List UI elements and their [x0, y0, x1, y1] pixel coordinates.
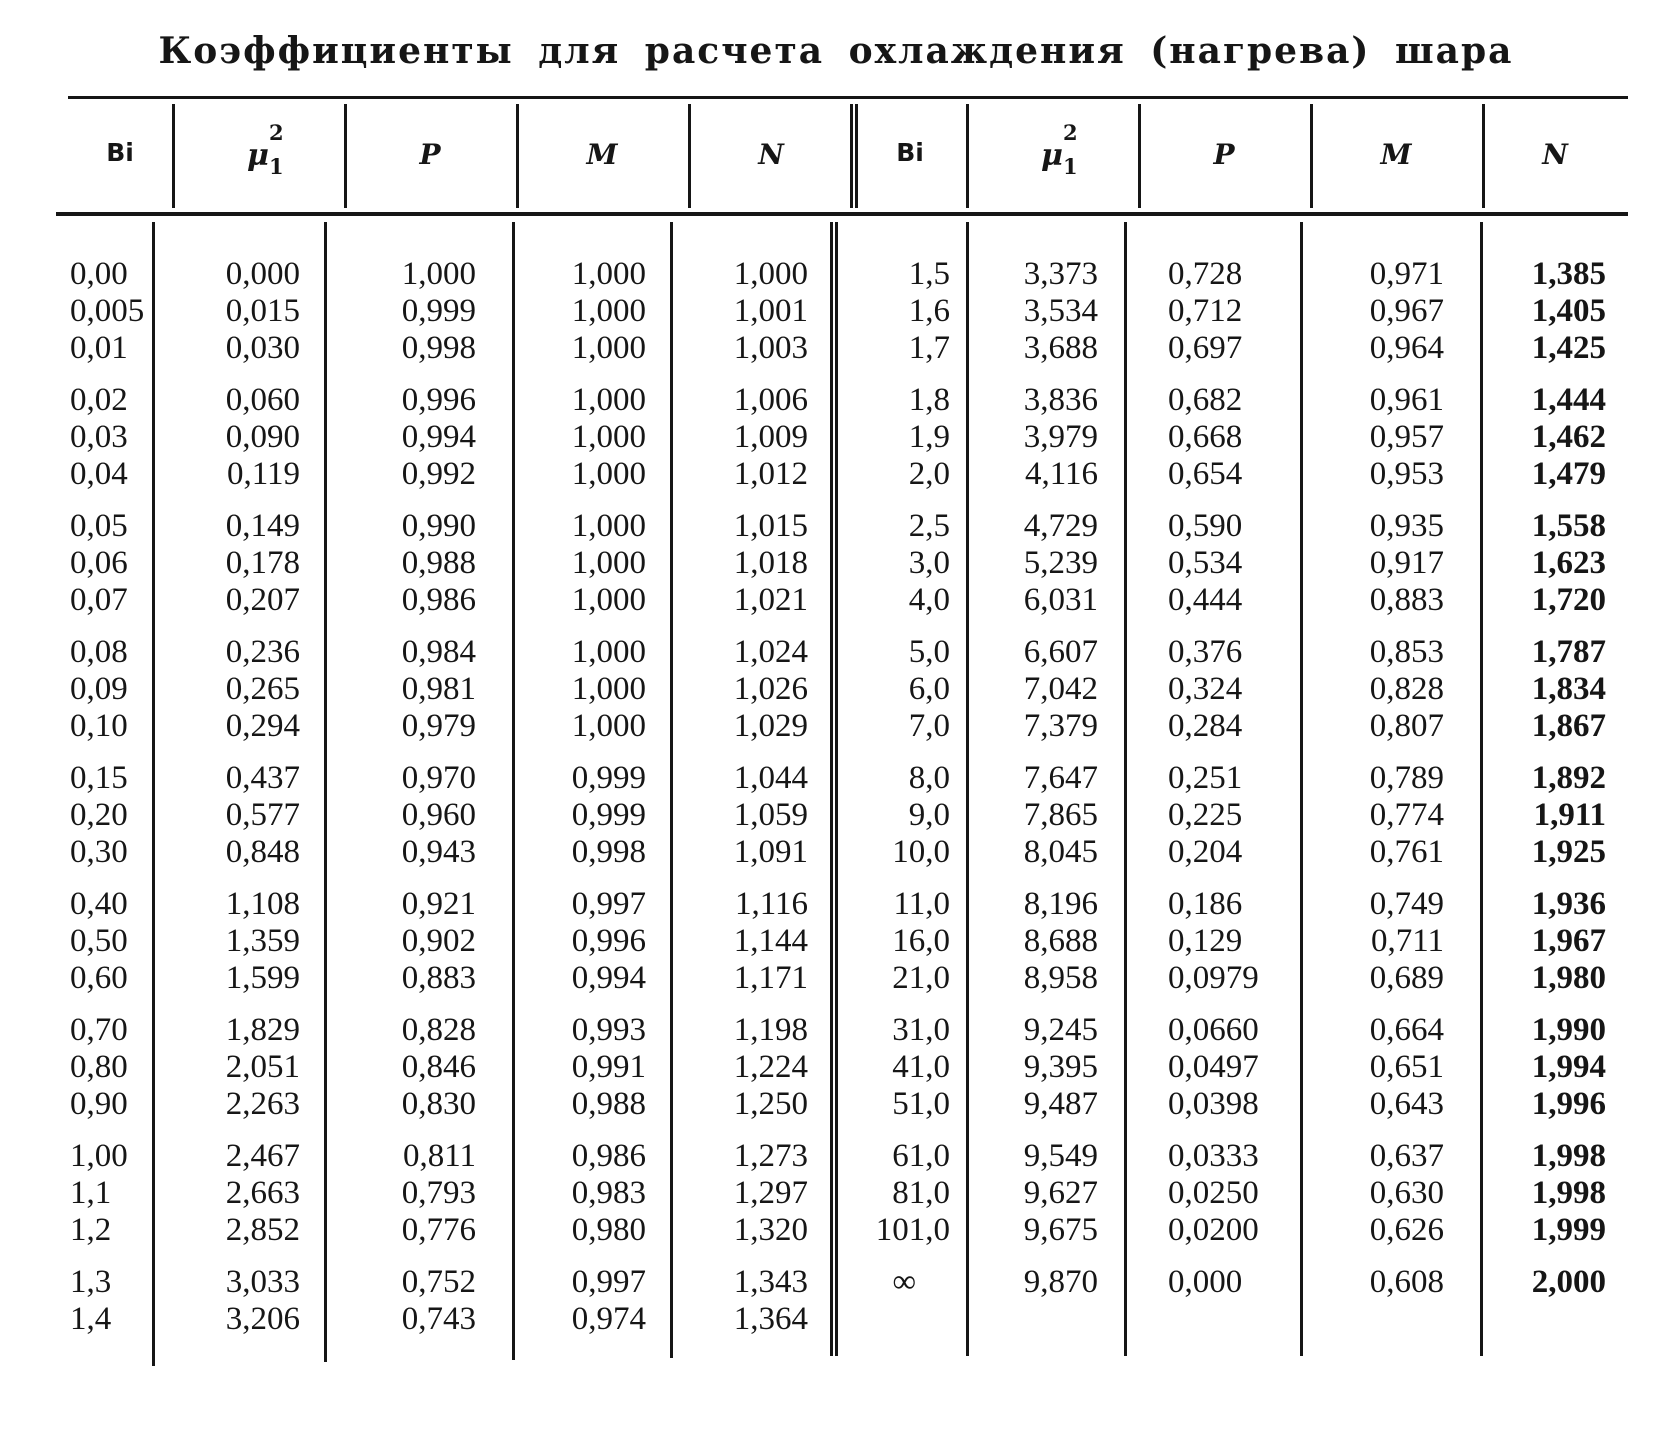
- table-cell-right-bi: 1,8: [908, 382, 950, 418]
- table-cell-right-n: 2,000: [1531, 1264, 1606, 1300]
- table-cell-left-mu2: 0,178: [225, 545, 300, 581]
- table-cell-right-bi: 5,0: [908, 634, 950, 670]
- table-cell-left-mu2: 0,577: [225, 797, 300, 833]
- table-cell-left-p: 0,793: [401, 1175, 476, 1211]
- table-cell-left-p: 0,902: [401, 923, 476, 959]
- table-cell-left-n: 1,029: [733, 708, 808, 744]
- table-cell-left-mu2: 3,033: [225, 1264, 300, 1300]
- table-cell-right-p: 0,0250: [1168, 1175, 1259, 1211]
- table-cell-left-m: 0,983: [571, 1175, 646, 1211]
- table-cell-right-bi: 31,0: [892, 1012, 950, 1048]
- table-cell-left-n: 1,006: [733, 382, 808, 418]
- table-cell-right-n: 1,925: [1531, 834, 1606, 870]
- table-cell-right-m: 0,774: [1369, 797, 1444, 833]
- table-cell-right-mu2: 9,627: [1023, 1175, 1098, 1211]
- table-cell-left-m: 1,000: [571, 582, 646, 618]
- table-cell-right-p: 0,444: [1168, 582, 1243, 618]
- table-cell-right-p: 0,0497: [1168, 1049, 1259, 1085]
- table-cell-right-bi: 7,0: [908, 708, 950, 744]
- table-cell-right-n: 1,998: [1531, 1138, 1606, 1174]
- table-cell-left-mu2: 0,437: [225, 760, 300, 796]
- table-cell-left-p: 0,828: [401, 1012, 476, 1048]
- table-cell-left-mu2: 0,119: [226, 456, 300, 492]
- table-cell-left-m: 0,999: [571, 797, 646, 833]
- table-cell-left-m: 0,986: [571, 1138, 646, 1174]
- table-cell-left-mu2: 1,108: [225, 886, 300, 922]
- table-cell-right-m: 0,971: [1369, 256, 1444, 292]
- table-cell-left-n: 1,364: [733, 1301, 808, 1337]
- table-cell-right-m: 0,643: [1369, 1086, 1444, 1122]
- header-p-left: P: [419, 138, 441, 171]
- table-cell-left-mu2: 2,467: [225, 1138, 300, 1174]
- table-cell-right-m: 0,664: [1369, 1012, 1444, 1048]
- table-cell-right-bi: 9,0: [908, 797, 950, 833]
- table-cell-left-mu2: 0,265: [225, 671, 300, 707]
- table-cell-right-m: 0,853: [1369, 634, 1444, 670]
- table-cell-left-mu2: 1,599: [225, 960, 300, 996]
- table-cell-left-m: 0,997: [571, 886, 646, 922]
- table-cell-right-bi: 61,0: [892, 1138, 950, 1174]
- table-cell-left-mu2: 0,149: [225, 508, 300, 544]
- table-cell-right-bi: 16,0: [892, 923, 950, 959]
- header-n-left: N: [758, 138, 784, 171]
- header-bi-right: Bi: [896, 138, 924, 167]
- table-cell-left-n: 1,144: [733, 923, 808, 959]
- table-cell-left-n: 1,091: [733, 834, 808, 870]
- table-cell-right-m: 0,789: [1369, 760, 1444, 796]
- table-cell-right-m: 0,807: [1369, 708, 1444, 744]
- header-n-right: N: [1542, 138, 1568, 171]
- table-cell-right-p: 0,0200: [1168, 1212, 1259, 1248]
- table-cell-left-n: 1,224: [733, 1049, 808, 1085]
- table-cell-right-m: 0,689: [1369, 960, 1444, 996]
- table-cell-right-m: 0,711: [1370, 923, 1444, 959]
- table-cell-left-m: 0,997: [571, 1264, 646, 1300]
- table-cell-right-n: 1,558: [1531, 508, 1606, 544]
- table-cell-right-n: 1,996: [1531, 1086, 1606, 1122]
- table-cell-right-mu2: 6,031: [1023, 582, 1098, 618]
- table-cell-left-m: 0,999: [571, 760, 646, 796]
- table-cell-right-m: 0,608: [1369, 1264, 1444, 1300]
- table-cell-left-n: 1,116: [734, 886, 808, 922]
- table-cell-right-mu2: 9,487: [1023, 1086, 1098, 1122]
- table-cell-left-n: 1,003: [733, 330, 808, 366]
- table-cell-right-p: 0,225: [1168, 797, 1243, 833]
- table-cell-right-p: 0,129: [1168, 923, 1243, 959]
- table-cell-right-bi: 3,0: [908, 545, 950, 581]
- top-rule: [68, 96, 1628, 99]
- table-cell-right-bi: 11,0: [893, 886, 950, 922]
- table-cell-right-p: 0,0333: [1168, 1138, 1259, 1174]
- table-cell-right-m: 0,749: [1369, 886, 1444, 922]
- table-cell-left-bi: 0,09: [70, 671, 128, 707]
- table-cell-right-bi: 6,0: [908, 671, 950, 707]
- table-cell-left-p: 0,998: [401, 330, 476, 366]
- table-cell-left-p: 0,984: [401, 634, 476, 670]
- table-cell-right-bi: 2,5: [908, 508, 950, 544]
- table-cell-right-m: 0,953: [1369, 456, 1444, 492]
- table-cell-right-p: 0,728: [1168, 256, 1243, 292]
- table-cell-left-p: 0,992: [401, 456, 476, 492]
- table-cell-right-n: 1,980: [1531, 960, 1606, 996]
- table-cell-left-n: 1,044: [733, 760, 808, 796]
- table-cell-left-m: 1,000: [571, 456, 646, 492]
- table-cell-right-p: 0,251: [1168, 760, 1243, 796]
- table-cell-left-p: 0,960: [401, 797, 476, 833]
- table-cell-right-p: 0,654: [1168, 456, 1243, 492]
- table-cell-left-p: 0,943: [401, 834, 476, 870]
- table-cell-right-n: 1,405: [1531, 293, 1606, 329]
- table-cell-left-n: 1,297: [733, 1175, 808, 1211]
- table-cell-left-mu2: 1,359: [225, 923, 300, 959]
- table-cell-right-p: 0,682: [1168, 382, 1243, 418]
- table-cell-left-p: 0,846: [401, 1049, 476, 1085]
- table-cell-right-p: 0,668: [1168, 419, 1243, 455]
- table-cell-right-m: 0,828: [1369, 671, 1444, 707]
- table-cell-right-mu2: 5,239: [1023, 545, 1098, 581]
- table-cell-left-bi: 1,00: [70, 1138, 128, 1174]
- table-cell-right-bi: 4,0: [908, 582, 950, 618]
- header-m-right: M: [1380, 138, 1412, 171]
- table-cell-right-mu2: 3,373: [1023, 256, 1098, 292]
- table-cell-right-mu2: 3,979: [1023, 419, 1098, 455]
- table-cell-left-bi: 0,30: [70, 834, 128, 870]
- table-cell-right-n: 1,462: [1531, 419, 1606, 455]
- table-cell-right-m: 0,917: [1369, 545, 1444, 581]
- table-cell-right-mu2: 8,045: [1023, 834, 1098, 870]
- table-cell-left-m: 1,000: [571, 419, 646, 455]
- table-cell-right-bi: 101,0: [875, 1212, 950, 1248]
- table-cell-left-m: 0,980: [571, 1212, 646, 1248]
- table-cell-right-mu2: 4,729: [1023, 508, 1098, 544]
- table-cell-right-n: 1,998: [1531, 1175, 1606, 1211]
- table-cell-right-p: 0,590: [1168, 508, 1243, 544]
- table-cell-right-p: 0,204: [1168, 834, 1243, 870]
- table-cell-right-p: 0,534: [1168, 545, 1243, 581]
- table-cell-right-mu2: 9,870: [1023, 1264, 1098, 1300]
- table-cell-left-m: 1,000: [571, 634, 646, 670]
- table-cell-right-p: 0,0398: [1168, 1086, 1259, 1122]
- table-cell-left-bi: 0,00: [70, 256, 128, 292]
- table-cell-right-mu2: 7,865: [1023, 797, 1098, 833]
- table-cell-right-n: 1,892: [1531, 760, 1606, 796]
- table-cell-right-p: 0,0979: [1168, 960, 1259, 996]
- table-cell-left-n: 1,198: [733, 1012, 808, 1048]
- header-bi-left: Bi: [106, 138, 134, 167]
- table-cell-left-mu2: 0,207: [225, 582, 300, 618]
- table-cell-left-n: 1,009: [733, 419, 808, 455]
- table-cell-left-bi: 0,60: [70, 960, 128, 996]
- table-cell-left-p: 0,990: [401, 508, 476, 544]
- table-cell-left-mu2: 0,030: [225, 330, 300, 366]
- table-cell-left-m: 1,000: [571, 708, 646, 744]
- table-cell-left-p: 0,979: [401, 708, 476, 744]
- table-cell-left-p: 0,994: [401, 419, 476, 455]
- table-cell-left-n: 1,026: [733, 671, 808, 707]
- table-cell-left-p: 0,999: [401, 293, 476, 329]
- table-cell-left-n: 1,001: [733, 293, 808, 329]
- table-cell-left-p: 0,921: [401, 886, 476, 922]
- table-cell-right-bi: 51,0: [892, 1086, 950, 1122]
- table-cell-right-mu2: 7,379: [1023, 708, 1098, 744]
- table-cell-left-mu2: 0,015: [225, 293, 300, 329]
- table-cell-right-m: 0,935: [1369, 508, 1444, 544]
- table-cell-left-n: 1,018: [733, 545, 808, 581]
- header-mu-right: [966, 120, 1138, 179]
- table-cell-left-n: 1,012: [733, 456, 808, 492]
- table-cell-right-n: 1,936: [1531, 886, 1606, 922]
- table-cell-right-mu2: 7,042: [1023, 671, 1098, 707]
- table-cell-right-bi: 1,9: [908, 419, 950, 455]
- table-cell-right-p: 0,376: [1168, 634, 1243, 670]
- table-cell-left-bi: 0,50: [70, 923, 128, 959]
- table-cell-right-m: 0,964: [1369, 330, 1444, 366]
- table-cell-left-p: 0,986: [401, 582, 476, 618]
- table-cell-right-bi: 10,0: [892, 834, 950, 870]
- table-cell-left-n: 1,171: [733, 960, 808, 996]
- table-cell-left-m: 0,998: [571, 834, 646, 870]
- table-cell-left-bi: 0,05: [70, 508, 128, 544]
- table-cell-right-m: 0,883: [1369, 582, 1444, 618]
- table-cell-left-p: 0,830: [401, 1086, 476, 1122]
- table-cell-left-m: 1,000: [571, 293, 646, 329]
- table-cell-left-p: 0,883: [401, 960, 476, 996]
- table-cell-left-bi: 1,4: [70, 1301, 112, 1337]
- table-cell-right-mu2: 3,688: [1023, 330, 1098, 366]
- table-cell-left-bi: 0,04: [70, 456, 128, 492]
- table-cell-left-n: 1,021: [733, 582, 808, 618]
- table-cell-left-bi: 0,80: [70, 1049, 128, 1085]
- table-cell-right-mu2: 3,534: [1023, 293, 1098, 329]
- table-cell-right-n: 1,425: [1531, 330, 1606, 366]
- table-cell-right-mu2: 8,196: [1023, 886, 1098, 922]
- table-cell-right-n: 1,867: [1531, 708, 1606, 744]
- table-cell-left-bi: 1,1: [70, 1175, 112, 1211]
- table-cell-left-n: 1,059: [733, 797, 808, 833]
- table-cell-left-m: 1,000: [571, 508, 646, 544]
- table-cell-right-p: 0,186: [1168, 886, 1243, 922]
- table-cell-right-mu2: 8,688: [1023, 923, 1098, 959]
- header-m-left: M: [586, 138, 618, 171]
- table-cell-left-m: 0,994: [571, 960, 646, 996]
- table-cell-right-m: 0,761: [1369, 834, 1444, 870]
- table-cell-right-mu2: 9,675: [1023, 1212, 1098, 1248]
- mu-symbol: μ 2 1: [1041, 120, 1078, 179]
- table-cell-right-n: 1,787: [1531, 634, 1606, 670]
- table-cell-right-bi: 1,6: [908, 293, 950, 329]
- table-cell-right-bi: 8,0: [908, 760, 950, 796]
- table-cell-left-bi: 0,07: [70, 582, 128, 618]
- table-cell-left-m: 0,974: [571, 1301, 646, 1337]
- table-cell-right-mu2: 9,549: [1023, 1138, 1098, 1174]
- table-cell-right-n: 1,720: [1531, 582, 1606, 618]
- table-cell-right-p: 0,284: [1168, 708, 1243, 744]
- table-cell-left-n: 1,273: [733, 1138, 808, 1174]
- table-cell-left-mu2: 0,294: [225, 708, 300, 744]
- table-cell-right-p: 0,324: [1168, 671, 1243, 707]
- table-cell-left-m: 0,991: [571, 1049, 646, 1085]
- table-cell-left-p: 0,988: [401, 545, 476, 581]
- table-cell-right-p: 0,0660: [1168, 1012, 1259, 1048]
- table-cell-left-p: 0,970: [401, 760, 476, 796]
- table-cell-left-p: 0,776: [401, 1212, 476, 1248]
- table-cell-left-mu2: 2,852: [225, 1212, 300, 1248]
- table-cell-right-bi: ∞: [892, 1264, 916, 1300]
- table-cell-right-n: 1,479: [1531, 456, 1606, 492]
- table-cell-left-m: 0,993: [571, 1012, 646, 1048]
- table-cell-left-mu2: 2,263: [225, 1086, 300, 1122]
- table-cell-left-bi: 0,08: [70, 634, 128, 670]
- table-cell-right-n: 1,990: [1531, 1012, 1606, 1048]
- table-cell-right-n: 1,994: [1531, 1049, 1606, 1085]
- table-cell-right-m: 0,967: [1369, 293, 1444, 329]
- table-cell-left-m: 1,000: [571, 671, 646, 707]
- table-cell-left-bi: 0,03: [70, 419, 128, 455]
- table-cell-right-mu2: 9,245: [1023, 1012, 1098, 1048]
- table-cell-right-m: 0,961: [1369, 382, 1444, 418]
- table-cell-right-n: 1,385: [1531, 256, 1606, 292]
- table-cell-right-n: 1,444: [1531, 382, 1606, 418]
- table-cell-right-n: 1,834: [1531, 671, 1606, 707]
- table-cell-left-m: 1,000: [571, 330, 646, 366]
- table-cell-left-n: 1,000: [733, 256, 808, 292]
- table-cell-left-mu2: 2,051: [225, 1049, 300, 1085]
- mu-symbol: μ 2 1: [247, 120, 284, 179]
- table-cell-right-bi: 2,0: [908, 456, 950, 492]
- table-cell-left-mu2: 0,000: [225, 256, 300, 292]
- table-cell-right-bi: 1,7: [908, 330, 950, 366]
- table-cell-right-mu2: 4,116: [1024, 456, 1098, 492]
- table-cell-left-mu2: 3,206: [225, 1301, 300, 1337]
- table-cell-right-mu2: 3,836: [1023, 382, 1098, 418]
- table-cell-left-bi: 0,90: [70, 1086, 128, 1122]
- table-cell-left-n: 1,320: [733, 1212, 808, 1248]
- table-cell-left-n: 1,250: [733, 1086, 808, 1122]
- table-cell-right-mu2: 8,958: [1023, 960, 1098, 996]
- table-cell-left-bi: 0,005: [70, 293, 145, 329]
- table-cell-right-mu2: 6,607: [1023, 634, 1098, 670]
- table-cell-left-bi: 0,10: [70, 708, 128, 744]
- table-cell-left-m: 0,996: [571, 923, 646, 959]
- table-cell-right-n: 1,967: [1531, 923, 1606, 959]
- table-cell-left-p: 0,981: [401, 671, 476, 707]
- table-cell-right-n: 1,623: [1531, 545, 1606, 581]
- table-title: Коэффициенты для расчета охлаждения (нагрева) шара: [158, 30, 1514, 72]
- table-cell-right-bi: 41,0: [892, 1049, 950, 1085]
- table-cell-left-m: 1,000: [571, 545, 646, 581]
- table-cell-right-p: 0,697: [1168, 330, 1243, 366]
- table-cell-left-mu2: 0,060: [225, 382, 300, 418]
- table-cell-left-bi: 0,15: [70, 760, 128, 796]
- table-cell-right-m: 0,651: [1369, 1049, 1444, 1085]
- table-cell-right-m: 0,626: [1369, 1212, 1444, 1248]
- table-cell-left-mu2: 0,090: [225, 419, 300, 455]
- table-cell-left-bi: 1,3: [70, 1264, 112, 1300]
- table-cell-left-m: 1,000: [571, 256, 646, 292]
- table-cell-left-bi: 1,2: [70, 1212, 112, 1248]
- table-cell-right-n: 1,911: [1533, 797, 1606, 833]
- table-cell-left-p: 0,743: [401, 1301, 476, 1337]
- table-cell-left-bi: 0,70: [70, 1012, 128, 1048]
- table-cell-left-bi: 0,06: [70, 545, 128, 581]
- table-cell-left-n: 1,343: [733, 1264, 808, 1300]
- table-cell-left-n: 1,024: [733, 634, 808, 670]
- table-cell-right-bi: 21,0: [892, 960, 950, 996]
- header-p-right: P: [1213, 138, 1235, 171]
- table-cell-left-mu2: 0,236: [225, 634, 300, 670]
- table-cell-left-bi: 0,40: [70, 886, 128, 922]
- table-cell-left-bi: 0,02: [70, 382, 128, 418]
- header-mu-left: [172, 120, 344, 179]
- table-cell-left-p: 1,000: [401, 256, 476, 292]
- table-cell-left-m: 0,988: [571, 1086, 646, 1122]
- table-cell-right-bi: 1,5: [908, 256, 950, 292]
- table-cell-right-m: 0,630: [1369, 1175, 1444, 1211]
- table-cell-left-bi: 0,01: [70, 330, 128, 366]
- table-cell-left-bi: 0,20: [70, 797, 128, 833]
- header-rule: [56, 212, 1628, 216]
- table-cell-right-p: 0,000: [1168, 1264, 1243, 1300]
- table-cell-right-m: 0,957: [1369, 419, 1444, 455]
- table-cell-left-mu2: 2,663: [225, 1175, 300, 1211]
- table-cell-left-p: 0,811: [402, 1138, 476, 1174]
- table-cell-left-m: 1,000: [571, 382, 646, 418]
- table-cell-right-n: 1,999: [1531, 1212, 1606, 1248]
- table-cell-right-p: 0,712: [1168, 293, 1243, 329]
- table-cell-left-mu2: 0,848: [225, 834, 300, 870]
- table-cell-left-mu2: 1,829: [225, 1012, 300, 1048]
- table-cell-left-p: 0,752: [401, 1264, 476, 1300]
- table-cell-left-n: 1,015: [733, 508, 808, 544]
- table-cell-right-mu2: 9,395: [1023, 1049, 1098, 1085]
- table-cell-right-mu2: 7,647: [1023, 760, 1098, 796]
- table-cell-left-p: 0,996: [401, 382, 476, 418]
- table-cell-right-bi: 81,0: [892, 1175, 950, 1211]
- table-cell-right-m: 0,637: [1369, 1138, 1444, 1174]
